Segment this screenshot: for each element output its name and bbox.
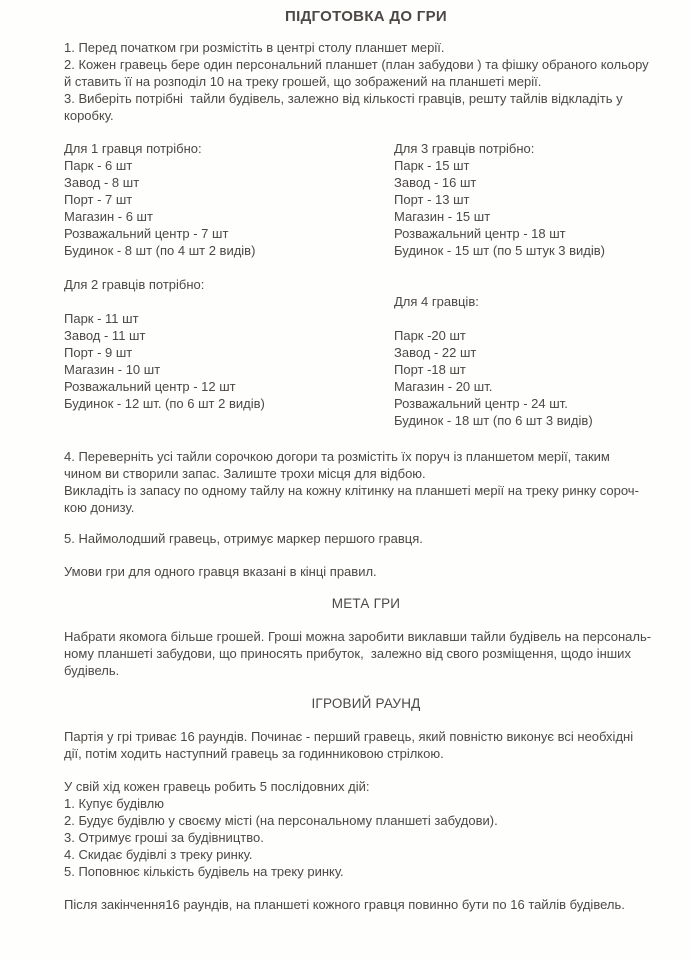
text-line [394,310,668,327]
text-line: 1. Купує будівлю [64,796,164,811]
text-line [394,276,668,293]
text-line: Викладіть із запасу по одному тайлу на кожну клітинку на планшеті мерії на треку ринку сороч- [64,483,639,498]
text-line: ному планшеті забудови, що приносять прибуток, залежно від свого розміщення, щодо інших [64,646,631,661]
turn-sequence [64,778,668,880]
solo-note-text: Умови гри для одного гравця вказані в кінці правил. [64,564,377,579]
text-line: Парк - 11 шт [64,311,139,326]
solo-note-paragraph [64,563,668,580]
text-line: 4. Скидає будівлі з треку ринку. [64,847,253,862]
text-line: 2. Будує будівлю у своєму місті (на персональному планшеті забудови). [64,813,498,828]
text-line: Парк -20 шт [394,328,466,343]
text-line: 2. Кожен гравець бере один персональний планшет (план забудови ) та фішку обраного кольору [64,57,649,72]
text-line: 4. Переверніть усі тайли сорочкою догори та розмістіть їх поруч із планшетом мерії, таким [64,449,610,464]
text-line: 5. Поповнює кількість будівель на треку ринку. [64,864,344,879]
round-intro-paragraph [64,728,668,762]
text-line: Завод - 16 шт [394,175,477,190]
text-line: Розважальний центр - 12 шт [64,379,236,394]
text-line: 1. Перед початком гри розмістіть в центрі столу планшет мерії. [64,40,445,55]
text-line [64,293,394,310]
page-title-setup-heading: ПІДГОТОВКА ДО ГРИ [285,8,447,25]
setup-intro-paragraph [64,39,668,124]
setup-step4-paragraph [64,448,668,516]
text-line: Будинок - 18 шт (по 6 шт 3 видів) [394,413,593,428]
text-line: Магазин - 10 шт [64,362,161,377]
text-line: Будинок - 15 шт (по 5 штук 3 видів) [394,243,605,258]
text-line: Магазин - 15 шт [394,209,491,224]
requirements-column-right [394,140,668,429]
text-line: Для 3 гравців потрібно: [394,141,535,156]
text-line: Розважальний центр - 24 шт. [394,396,568,411]
text-line: Парк - 15 шт [394,158,470,173]
text-line: Для 1 гравця потрібно: [64,141,202,156]
text-line: Порт - 7 шт [64,192,133,207]
text-line: Завод - 11 шт [64,328,146,343]
text-line: будівель. [64,663,120,678]
text-line: Будинок - 8 шт (по 4 шт 2 видів) [64,243,256,258]
text-line: коробку. [64,108,114,123]
setup-step5-paragraph [64,530,668,547]
text-line: дії, потім ходить наступний гравець за годинниковою стрілкою. [64,746,444,761]
text-line: 3. Виберіть потрібні тайли будівель, залежно від кількості гравців, решту тайлів відкладіть у [64,91,623,106]
text-line [64,259,394,276]
text-line: Завод - 22 шт [394,345,477,360]
end-note-paragraph [64,896,668,913]
setup-step5-text: 5. Наймолодший гравець, отримує маркер першого гравця. [64,531,423,546]
text-line: Завод - 8 шт [64,175,140,190]
text-line: Порт - 9 шт [64,345,133,360]
text-line: 3. Отримує гроші за будівництво. [64,830,264,845]
text-line: Магазин - 20 шт. [394,379,493,394]
text-line: Розважальний центр - 7 шт [64,226,229,241]
text-line: Порт -18 шт [394,362,466,377]
goal-heading: МЕТА ГРИ [331,596,401,611]
text-line: чином ви створили запас. Залиште трохи місця для відбою. [64,466,426,481]
text-line: Магазин - 6 шт [64,209,153,224]
building-requirements [64,140,668,429]
text-line: Розважальний центр - 18 шт [394,226,566,241]
text-line: Будинок - 12 шт. (по 6 шт 2 видів) [64,396,265,411]
text-line [394,259,668,276]
text-line: Набрати якомога більше грошей. Гроші можна заробити виклавши тайли будівель на персональ- [64,629,652,644]
round-heading: ІГРОВИЙ РАУНД [311,696,421,711]
goal-paragraph [64,628,668,679]
text-line: Для 4 гравців: [394,294,479,309]
text-line: Партія у грі триває 16 раундів. Починає - перший гравець, який повністю виконує всі необхідні [64,729,634,744]
text-line: Порт - 13 шт [394,192,470,207]
text-line: кою донизу. [64,500,135,515]
requirements-column-left [64,140,394,429]
turn-sequence-header: У свій хід кожен гравець робить 5 послідовних дій: [64,779,370,794]
turn-sequence-steps [64,795,668,880]
text-line: й ставить її на розподіл 10 на треку грошей, що зображений на планшеті мерії. [64,74,542,89]
end-note-text: Після закінчення16 раундів, на планшеті кожного гравця повинно бути по 16 тайлів будівель. [64,897,625,912]
text-line: Парк - 6 шт [64,158,133,173]
text-line: Для 2 гравців потрібно: [64,277,205,292]
